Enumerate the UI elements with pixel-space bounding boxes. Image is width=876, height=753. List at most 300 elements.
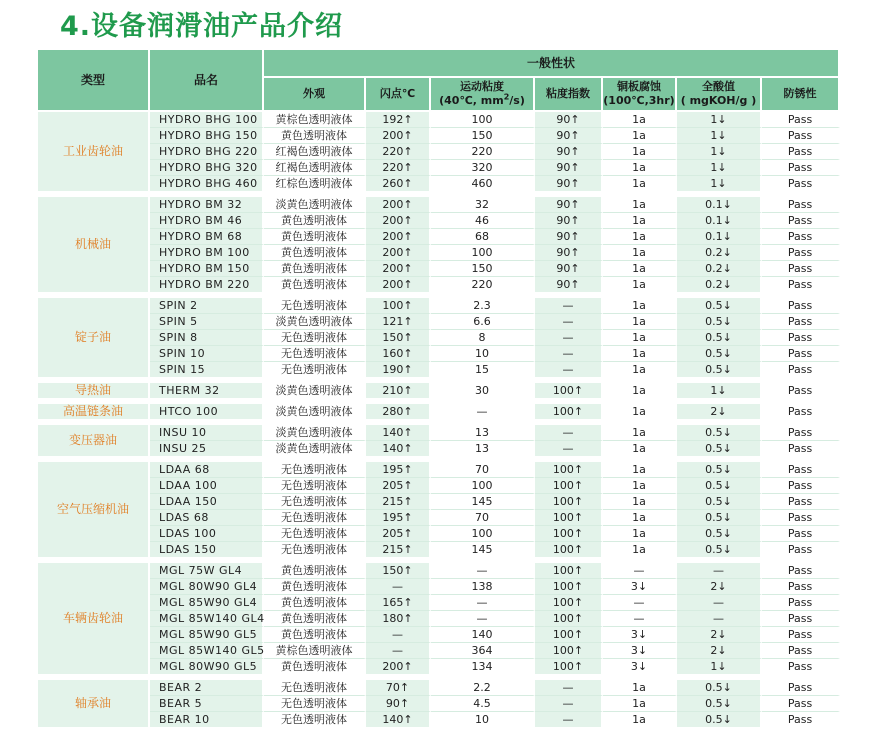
table-row xyxy=(38,595,840,611)
viscosity-cell: 10 xyxy=(431,712,535,727)
category-cell: 车辆齿轮油 xyxy=(38,563,150,674)
category-cell: 导热油 xyxy=(38,383,150,398)
copper-corrosion-cell: 1a xyxy=(603,510,677,526)
appearance-cell: 无色透明液体 xyxy=(264,346,366,362)
viscosity-index-cell: 90↑ xyxy=(535,160,603,176)
rust-cell: Pass xyxy=(762,128,840,144)
product-name-cell: LDAS 100 xyxy=(150,526,264,542)
product-name-cell: THERM 32 xyxy=(150,383,264,398)
flash-point-cell: 280↑ xyxy=(366,404,431,419)
flash-point-cell: 192↑ xyxy=(366,112,431,128)
acid-value-cell: 0.5↓ xyxy=(677,425,762,441)
table-row xyxy=(38,425,840,441)
copper-corrosion-cell: 1a xyxy=(603,128,677,144)
product-name-cell: HYDRO BM 150 xyxy=(150,261,264,277)
viscosity-index-cell: 90↑ xyxy=(535,197,603,213)
product-name-cell: MGL 80W90 GL5 xyxy=(150,659,264,674)
appearance-cell: 黄色透明液体 xyxy=(264,611,366,627)
copper-corrosion-cell: 1a xyxy=(603,176,677,191)
flash-point-cell: — xyxy=(366,579,431,595)
flash-point-cell: 205↑ xyxy=(366,526,431,542)
flash-point-cell: 165↑ xyxy=(366,595,431,611)
viscosity-index-cell: 100↑ xyxy=(535,510,603,526)
viscosity-index-cell: — xyxy=(535,425,603,441)
table-row xyxy=(38,346,840,362)
flash-point-cell: — xyxy=(366,627,431,643)
product-name-cell: MGL 80W90 GL4 xyxy=(150,579,264,595)
viscosity-cell: 30 xyxy=(431,383,535,398)
appearance-cell: 黄色透明液体 xyxy=(264,595,366,611)
copper-corrosion-cell: 3↓ xyxy=(603,579,677,595)
viscosity-cell: 100 xyxy=(431,526,535,542)
viscosity-cell: 460 xyxy=(431,176,535,191)
acid-value-cell: 0.5↓ xyxy=(677,526,762,542)
table-row xyxy=(38,712,840,727)
appearance-cell: 无色透明液体 xyxy=(264,478,366,494)
rust-cell: Pass xyxy=(762,176,840,191)
acid-value-cell: 0.1↓ xyxy=(677,213,762,229)
appearance-cell: 无色透明液体 xyxy=(264,494,366,510)
acid-value-cell: 0.5↓ xyxy=(677,314,762,330)
copper-corrosion-cell: 1a xyxy=(603,277,677,292)
rust-cell: Pass xyxy=(762,383,840,398)
viscosity-index-cell: 100↑ xyxy=(535,579,603,595)
viscosity-cell: 2.3 xyxy=(431,298,535,314)
rust-cell: Pass xyxy=(762,245,840,261)
copper-corrosion-cell: 3↓ xyxy=(603,659,677,674)
viscosity-index-cell: 100↑ xyxy=(535,542,603,557)
acid-value-cell: 0.5↓ xyxy=(677,510,762,526)
product-name-cell: SPIN 5 xyxy=(150,314,264,330)
acid-value-cell: 2↓ xyxy=(677,643,762,659)
viscosity-cell: — xyxy=(431,611,535,627)
viscosity-index-cell: 100↑ xyxy=(535,659,603,674)
acid-value-cell: — xyxy=(677,595,762,611)
viscosity-cell: 364 xyxy=(431,643,535,659)
rust-cell: Pass xyxy=(762,425,840,441)
copper-corrosion-cell: 1a xyxy=(603,425,677,441)
acid-value-cell: 0.5↓ xyxy=(677,478,762,494)
acid-value-cell: 0.5↓ xyxy=(677,494,762,510)
table-row xyxy=(38,696,840,712)
appearance-cell: 黄色透明液体 xyxy=(264,579,366,595)
flash-point-cell: 260↑ xyxy=(366,176,431,191)
category-cell: 空气压缩机油 xyxy=(38,462,150,557)
viscosity-index-cell: 100↑ xyxy=(535,404,603,419)
category-cell: 锭子油 xyxy=(38,298,150,377)
product-name-cell: BEAR 5 xyxy=(150,696,264,712)
acid-value-cell: 0.5↓ xyxy=(677,696,762,712)
flash-point-cell: 195↑ xyxy=(366,462,431,478)
viscosity-cell: 138 xyxy=(431,579,535,595)
viscosity-cell: — xyxy=(431,404,535,419)
table-row xyxy=(38,176,840,191)
product-name-cell: MGL 85W90 GL4 xyxy=(150,595,264,611)
table-row xyxy=(38,680,840,696)
viscosity-cell: 134 xyxy=(431,659,535,674)
table-row xyxy=(38,526,840,542)
header-viscosity-index: 粘度指数 xyxy=(535,78,603,112)
acid-value-cell: 1↓ xyxy=(677,160,762,176)
product-name-cell: HYDRO BHG 150 xyxy=(150,128,264,144)
appearance-cell: 无色透明液体 xyxy=(264,298,366,314)
rust-cell: Pass xyxy=(762,404,840,419)
product-name-cell: HYDRO BHG 460 xyxy=(150,176,264,191)
product-name-cell: HYDRO BHG 320 xyxy=(150,160,264,176)
rust-cell: Pass xyxy=(762,627,840,643)
appearance-cell: 淡黄色透明液体 xyxy=(264,314,366,330)
viscosity-index-cell: — xyxy=(535,346,603,362)
table-body xyxy=(38,112,840,727)
table-row xyxy=(38,128,840,144)
flash-point-cell: — xyxy=(366,643,431,659)
viscosity-index-cell: — xyxy=(535,298,603,314)
rust-cell: Pass xyxy=(762,197,840,213)
product-name-cell: INSU 10 xyxy=(150,425,264,441)
table-row xyxy=(38,229,840,245)
viscosity-cell: 2.2 xyxy=(431,680,535,696)
appearance-cell: 红褐色透明液体 xyxy=(264,144,366,160)
table-row xyxy=(38,478,840,494)
rust-cell: Pass xyxy=(762,160,840,176)
copper-corrosion-cell: 1a xyxy=(603,298,677,314)
flash-point-cell: 200↑ xyxy=(366,197,431,213)
viscosity-index-cell: — xyxy=(535,680,603,696)
rust-cell: Pass xyxy=(762,478,840,494)
product-name-cell: LDAA 100 xyxy=(150,478,264,494)
flash-point-cell: 215↑ xyxy=(366,494,431,510)
table-row xyxy=(38,510,840,526)
table-row xyxy=(38,160,840,176)
appearance-cell: 黄棕色透明液体 xyxy=(264,112,366,128)
product-name-cell: LDAS 68 xyxy=(150,510,264,526)
table-row xyxy=(38,611,840,627)
appearance-cell: 黄棕色透明液体 xyxy=(264,643,366,659)
header-acid-line1: 全酸值 xyxy=(702,80,735,93)
rust-cell: Pass xyxy=(762,696,840,712)
acid-value-cell: 0.5↓ xyxy=(677,462,762,478)
product-name-cell: MGL 85W90 GL5 xyxy=(150,627,264,643)
copper-corrosion-cell: 1a xyxy=(603,144,677,160)
viscosity-index-cell: 100↑ xyxy=(535,595,603,611)
appearance-cell: 淡黄色透明液体 xyxy=(264,383,366,398)
product-name-cell: SPIN 2 xyxy=(150,298,264,314)
flash-point-cell: 140↑ xyxy=(366,712,431,727)
viscosity-index-cell: 90↑ xyxy=(535,261,603,277)
acid-value-cell: 0.5↓ xyxy=(677,712,762,727)
rust-cell: Pass xyxy=(762,611,840,627)
viscosity-cell: 15 xyxy=(431,362,535,377)
acid-value-cell: 2↓ xyxy=(677,404,762,419)
product-name-cell: HYDRO BHG 220 xyxy=(150,144,264,160)
rust-cell: Pass xyxy=(762,595,840,611)
header-viscosity xyxy=(431,78,535,112)
flash-point-cell: 140↑ xyxy=(366,441,431,456)
header-acid-line2: ( mgKOH/g ) xyxy=(680,94,757,107)
viscosity-index-cell: 100↑ xyxy=(535,563,603,579)
viscosity-index-cell: 100↑ xyxy=(535,494,603,510)
viscosity-index-cell: — xyxy=(535,441,603,456)
product-name-cell: LDAA 150 xyxy=(150,494,264,510)
table-row xyxy=(38,441,840,456)
flash-point-cell: 100↑ xyxy=(366,298,431,314)
flash-point-cell: 200↑ xyxy=(366,128,431,144)
viscosity-cell: 68 xyxy=(431,229,535,245)
header-general: 一般性状 xyxy=(264,50,840,78)
rust-cell: Pass xyxy=(762,563,840,579)
table-row xyxy=(38,261,840,277)
table-row xyxy=(38,643,840,659)
table-row xyxy=(38,330,840,346)
viscosity-cell: 145 xyxy=(431,494,535,510)
rust-cell: Pass xyxy=(762,314,840,330)
copper-corrosion-cell: 1a xyxy=(603,314,677,330)
viscosity-cell: 70 xyxy=(431,510,535,526)
header-viscosity-unit-suffix: /s) xyxy=(509,94,525,107)
viscosity-index-cell: 100↑ xyxy=(535,611,603,627)
product-table xyxy=(38,50,840,727)
flash-point-cell: 150↑ xyxy=(366,330,431,346)
copper-corrosion-cell: 1a xyxy=(603,213,677,229)
flash-point-cell: 90↑ xyxy=(366,696,431,712)
viscosity-cell: 6.6 xyxy=(431,314,535,330)
appearance-cell: 淡黄色透明液体 xyxy=(264,425,366,441)
header-viscosity-line1: 运动粘度 xyxy=(460,80,504,93)
header-copper-line1: 铜板腐蚀 xyxy=(617,80,661,93)
viscosity-cell: 46 xyxy=(431,213,535,229)
acid-value-cell: 0.5↓ xyxy=(677,298,762,314)
table-row xyxy=(38,298,840,314)
viscosity-index-cell: 100↑ xyxy=(535,643,603,659)
copper-corrosion-cell: — xyxy=(603,611,677,627)
viscosity-index-cell: 90↑ xyxy=(535,213,603,229)
copper-corrosion-cell: 1a xyxy=(603,197,677,213)
copper-corrosion-cell: 1a xyxy=(603,160,677,176)
acid-value-cell: 0.2↓ xyxy=(677,245,762,261)
viscosity-index-cell: 90↑ xyxy=(535,277,603,292)
copper-corrosion-cell: 1a xyxy=(603,478,677,494)
product-name-cell: LDAS 150 xyxy=(150,542,264,557)
copper-corrosion-cell: 1a xyxy=(603,526,677,542)
category-cell: 变压器油 xyxy=(38,425,150,456)
product-name-cell: HYDRO BM 46 xyxy=(150,213,264,229)
rust-cell: Pass xyxy=(762,298,840,314)
copper-corrosion-cell: 1a xyxy=(603,362,677,377)
product-name-cell: MGL 85W140 GL5 xyxy=(150,643,264,659)
viscosity-cell: 100 xyxy=(431,245,535,261)
copper-corrosion-cell: — xyxy=(603,595,677,611)
rust-cell: Pass xyxy=(762,659,840,674)
acid-value-cell: 2↓ xyxy=(677,627,762,643)
viscosity-index-cell: — xyxy=(535,314,603,330)
table-row xyxy=(38,579,840,595)
viscosity-cell: 13 xyxy=(431,441,535,456)
flash-point-cell: 121↑ xyxy=(366,314,431,330)
acid-value-cell: 0.1↓ xyxy=(677,229,762,245)
rust-cell: Pass xyxy=(762,526,840,542)
copper-corrosion-cell: 1a xyxy=(603,346,677,362)
flash-point-cell: 220↑ xyxy=(366,160,431,176)
viscosity-index-cell: — xyxy=(535,330,603,346)
rust-cell: Pass xyxy=(762,712,840,727)
category-cell: 轴承油 xyxy=(38,680,150,727)
table-row xyxy=(38,362,840,377)
acid-value-cell: 0.5↓ xyxy=(677,330,762,346)
page-title: 4.设备润滑油产品介绍 xyxy=(60,11,344,42)
viscosity-index-cell: 90↑ xyxy=(535,128,603,144)
appearance-cell: 淡黄色透明液体 xyxy=(264,404,366,419)
flash-point-cell: 180↑ xyxy=(366,611,431,627)
appearance-cell: 无色透明液体 xyxy=(264,362,366,377)
acid-value-cell: — xyxy=(677,563,762,579)
header-viscosity-sup: 2 xyxy=(503,92,510,102)
flash-point-cell: 200↑ xyxy=(366,261,431,277)
appearance-cell: 无色透明液体 xyxy=(264,680,366,696)
viscosity-index-cell: 100↑ xyxy=(535,383,603,398)
viscosity-cell: 140 xyxy=(431,627,535,643)
product-name-cell: MGL 75W GL4 xyxy=(150,563,264,579)
appearance-cell: 淡黄色透明液体 xyxy=(264,441,366,456)
category-cell: 机械油 xyxy=(38,197,150,292)
viscosity-index-cell: — xyxy=(535,696,603,712)
flash-point-cell: 200↑ xyxy=(366,245,431,261)
acid-value-cell: 1↓ xyxy=(677,112,762,128)
appearance-cell: 红棕色透明液体 xyxy=(264,176,366,191)
viscosity-index-cell: — xyxy=(535,712,603,727)
copper-corrosion-cell: 1a xyxy=(603,229,677,245)
header-name: 品名 xyxy=(150,50,264,112)
rust-cell: Pass xyxy=(762,346,840,362)
product-name-cell: SPIN 10 xyxy=(150,346,264,362)
product-name-cell: INSU 25 xyxy=(150,441,264,456)
appearance-cell: 黄色透明液体 xyxy=(264,229,366,245)
category-cell: 高温链条油 xyxy=(38,404,150,419)
flash-point-cell: 190↑ xyxy=(366,362,431,377)
table-row xyxy=(38,197,840,213)
viscosity-cell: 32 xyxy=(431,197,535,213)
flash-point-cell: 195↑ xyxy=(366,510,431,526)
appearance-cell: 黄色透明液体 xyxy=(264,245,366,261)
category-cell: 工业齿轮油 xyxy=(38,112,150,191)
rust-cell: Pass xyxy=(762,112,840,128)
copper-corrosion-cell: 1a xyxy=(603,404,677,419)
viscosity-cell: 145 xyxy=(431,542,535,557)
acid-value-cell: 1↓ xyxy=(677,383,762,398)
header-viscosity-unit-prefix: (40℃, mm xyxy=(439,94,504,107)
acid-value-cell: 1↓ xyxy=(677,144,762,160)
header-flash-point: 闪点℃ xyxy=(366,78,431,112)
appearance-cell: 黄色透明液体 xyxy=(264,563,366,579)
header-appearance: 外观 xyxy=(264,78,366,112)
rust-cell: Pass xyxy=(762,441,840,456)
header-copper xyxy=(603,78,677,112)
flash-point-cell: 210↑ xyxy=(366,383,431,398)
flash-point-cell: 200↑ xyxy=(366,659,431,674)
product-name-cell: HYDRO BM 68 xyxy=(150,229,264,245)
copper-corrosion-cell: 3↓ xyxy=(603,627,677,643)
acid-value-cell: 1↓ xyxy=(677,128,762,144)
header-rust: 防锈性 xyxy=(762,78,840,112)
rust-cell: Pass xyxy=(762,579,840,595)
appearance-cell: 黄色透明液体 xyxy=(264,627,366,643)
table-row xyxy=(38,627,840,643)
table-row xyxy=(38,494,840,510)
acid-value-cell: 0.5↓ xyxy=(677,680,762,696)
copper-corrosion-cell: 1a xyxy=(603,112,677,128)
flash-point-cell: 200↑ xyxy=(366,213,431,229)
viscosity-cell: 320 xyxy=(431,160,535,176)
acid-value-cell: 0.5↓ xyxy=(677,542,762,557)
appearance-cell: 黄色透明液体 xyxy=(264,659,366,674)
table-row xyxy=(38,112,840,128)
header-copper-line2: (100℃,3hr) xyxy=(603,94,675,107)
appearance-cell: 黄色透明液体 xyxy=(264,277,366,292)
viscosity-index-cell: 100↑ xyxy=(535,478,603,494)
appearance-cell: 淡黄色透明液体 xyxy=(264,197,366,213)
product-name-cell: HYDRO BM 100 xyxy=(150,245,264,261)
appearance-cell: 黄色透明液体 xyxy=(264,128,366,144)
flash-point-cell: 200↑ xyxy=(366,229,431,245)
copper-corrosion-cell: 1a xyxy=(603,542,677,557)
acid-value-cell: 0.5↓ xyxy=(677,346,762,362)
viscosity-index-cell: 100↑ xyxy=(535,627,603,643)
rust-cell: Pass xyxy=(762,229,840,245)
product-name-cell: HYDRO BM 32 xyxy=(150,197,264,213)
viscosity-cell: 4.5 xyxy=(431,696,535,712)
appearance-cell: 无色透明液体 xyxy=(264,696,366,712)
acid-value-cell: 0.5↓ xyxy=(677,362,762,377)
viscosity-cell: 10 xyxy=(431,346,535,362)
viscosity-cell: 150 xyxy=(431,128,535,144)
viscosity-cell: — xyxy=(431,595,535,611)
flash-point-cell: 70↑ xyxy=(366,680,431,696)
product-name-cell: HTCO 100 xyxy=(150,404,264,419)
product-name-cell: HYDRO BHG 100 xyxy=(150,112,264,128)
viscosity-index-cell: 100↑ xyxy=(535,526,603,542)
copper-corrosion-cell: 1a xyxy=(603,441,677,456)
product-name-cell: HYDRO BM 220 xyxy=(150,277,264,292)
copper-corrosion-cell: 1a xyxy=(603,245,677,261)
copper-corrosion-cell: 1a xyxy=(603,680,677,696)
copper-corrosion-cell: 1a xyxy=(603,261,677,277)
product-name-cell: BEAR 10 xyxy=(150,712,264,727)
viscosity-cell: 220 xyxy=(431,277,535,292)
acid-value-cell: — xyxy=(677,611,762,627)
copper-corrosion-cell: 1a xyxy=(603,712,677,727)
acid-value-cell: 0.5↓ xyxy=(677,441,762,456)
viscosity-index-cell: 100↑ xyxy=(535,462,603,478)
viscosity-index-cell: 90↑ xyxy=(535,245,603,261)
viscosity-cell: 220 xyxy=(431,144,535,160)
table-row xyxy=(38,144,840,160)
viscosity-cell: 8 xyxy=(431,330,535,346)
copper-corrosion-cell: 1a xyxy=(603,383,677,398)
viscosity-cell: 70 xyxy=(431,462,535,478)
rust-cell: Pass xyxy=(762,510,840,526)
viscosity-cell: 100 xyxy=(431,478,535,494)
product-name-cell: SPIN 15 xyxy=(150,362,264,377)
viscosity-index-cell: — xyxy=(535,362,603,377)
appearance-cell: 黄色透明液体 xyxy=(264,261,366,277)
header-acid xyxy=(677,78,762,112)
appearance-cell: 无色透明液体 xyxy=(264,330,366,346)
table-row xyxy=(38,542,840,557)
flash-point-cell: 140↑ xyxy=(366,425,431,441)
appearance-cell: 无色透明液体 xyxy=(264,712,366,727)
copper-corrosion-cell: 1a xyxy=(603,330,677,346)
viscosity-index-cell: 90↑ xyxy=(535,229,603,245)
product-name-cell: SPIN 8 xyxy=(150,330,264,346)
